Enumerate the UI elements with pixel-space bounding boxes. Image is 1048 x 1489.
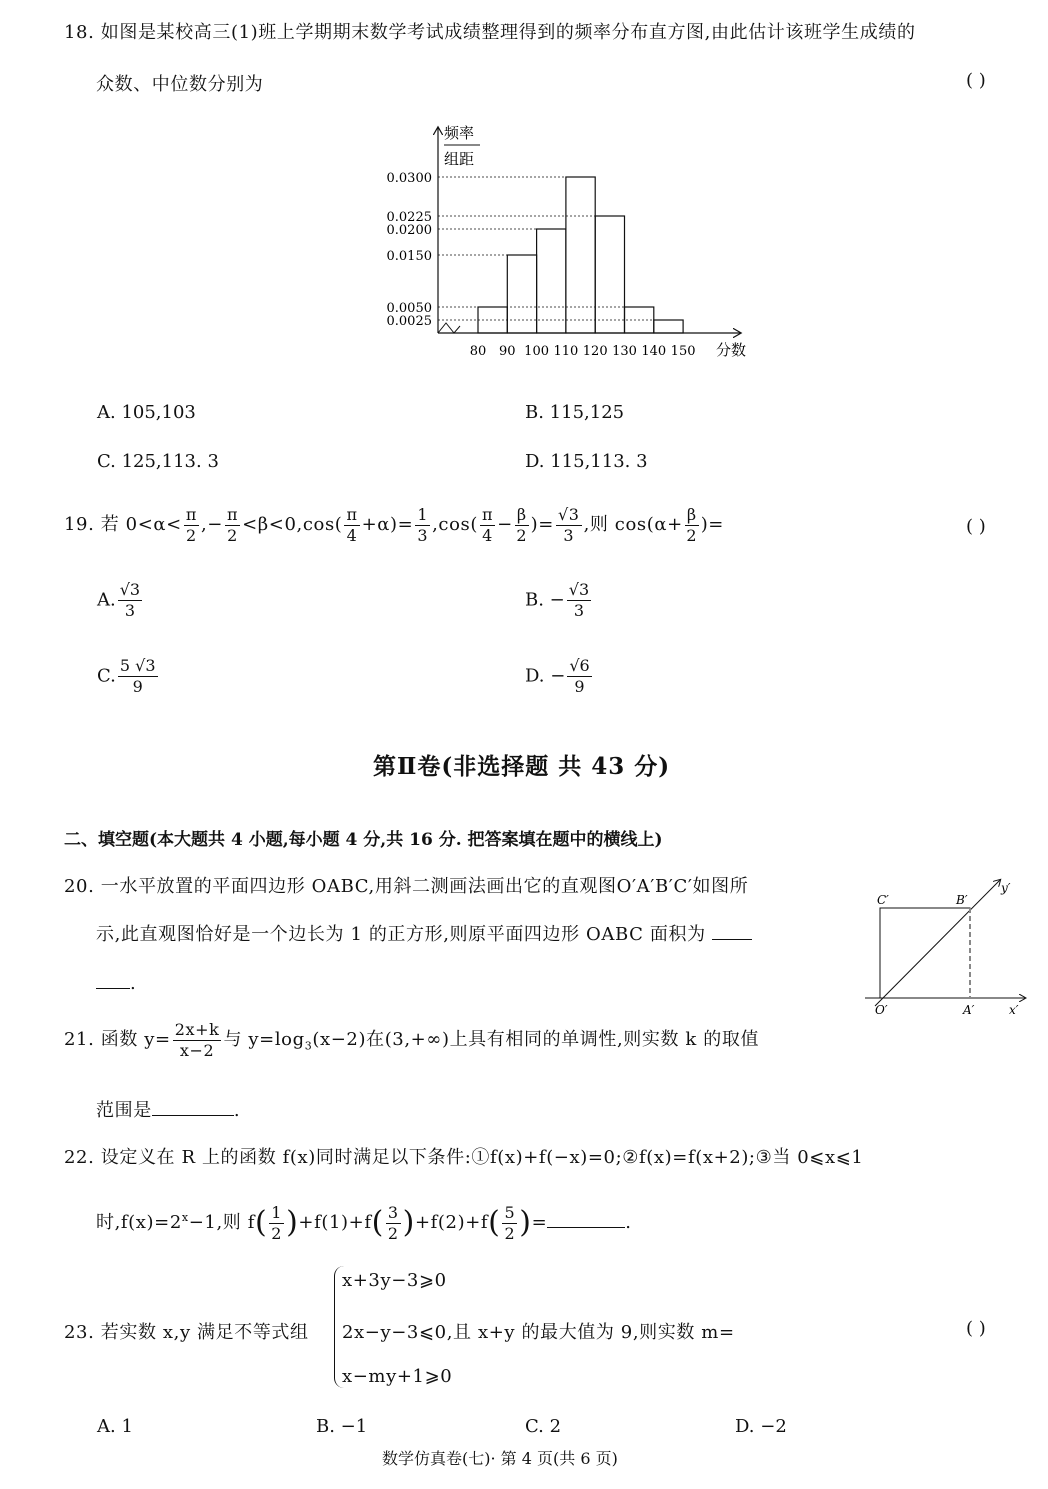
section2-heading: 二、填空题(本大题共 4 小题,每小题 4 分,共 16 分. 把答案填在题中的横线上)	[64, 830, 663, 850]
q23-inequality-3: x−my+1⩾0	[342, 1366, 453, 1387]
x-tick-label: 120	[582, 344, 608, 359]
label-a-prime: A′	[963, 1003, 975, 1017]
y-prime-axis	[875, 880, 1000, 1006]
x-axis-label: 分数	[716, 341, 747, 359]
y-tick-label: 0.0225	[386, 210, 432, 225]
x-tick-label: 80	[469, 344, 487, 359]
histogram-bar	[566, 177, 595, 333]
part2-title: 第Ⅱ卷(非选择题 共 43 分)	[373, 753, 671, 780]
oblique-projection-figure	[855, 870, 1035, 1020]
q23-inequality-1: x+3y−3⩾0	[342, 1270, 447, 1291]
q23-option-b: B. −1	[316, 1416, 368, 1437]
q20-answer-blank-b[interactable]	[96, 972, 130, 989]
q19-answer-paren: ( )	[966, 516, 986, 537]
x-tick-label: 110	[553, 344, 579, 359]
q19-option-c: C. $\frac{5 √3}{9}$	[97, 656, 156, 696]
histogram-bar	[537, 229, 566, 333]
x-tick-label: 150	[670, 344, 696, 359]
histogram-bar	[507, 255, 536, 333]
x-tick-label: 130	[612, 344, 637, 359]
x-tick-label: 90	[499, 344, 516, 359]
q23-answer-paren: ( )	[966, 1318, 986, 1339]
page-footer: 数学仿真卷(七)· 第 4 页(共 6 页)	[382, 1449, 618, 1468]
q23-option-c: C. 2	[525, 1416, 562, 1437]
y-tick-label: 0.0150	[386, 249, 432, 264]
q18-option-a: A. 105,103	[97, 402, 196, 423]
axis-break-mark	[438, 323, 460, 333]
y-label-top: 频率	[444, 124, 475, 142]
q22-line1: 22. 设定义在 R 上的函数 f(x)同时满足以下条件:①f(x)+f(−x)=0;②f(x)=f(x+2);③当 0⩽x⩽1	[64, 1147, 864, 1168]
q18-option-d: D. 115,113. 3	[525, 451, 648, 472]
q23-prefix: 23. 若实数 x,y 满足不等式组	[64, 1322, 309, 1343]
label-y-prime: y′	[1001, 881, 1011, 895]
histogram-bar	[595, 216, 624, 333]
q21-line1: 21. 函数 y= $\frac{2x+k}{x-2}$ 与 $y=\log_3(x-2)$在(3,+∞)上具有相同的单调性,则实数 k 的取值	[64, 1019, 760, 1060]
x-tick-label: 140	[641, 344, 667, 359]
label-c-prime: C′	[877, 893, 889, 907]
x-tick-label: 100	[524, 344, 550, 359]
q18-line1: 18. 如图是某校高三(1)班上学期期末数学考试成绩整理得到的频率分布直方图,由此估计该班学生成绩的	[64, 22, 916, 43]
q20-line1: 20. 一水平放置的平面四边形 OABC,用斜二测画法画出它的直观图O′A′B′C′如图所	[64, 876, 749, 897]
q23-option-d: D. −2	[735, 1416, 787, 1437]
q19-option-b: B. − $\frac{√3}{3}$	[525, 580, 590, 620]
q22-line2: 时$,f(x)=2^x-1$,则 f( $\frac{1}{2}$ )+f(1)+f( $\frac{3}{2}$ )+f(2)+f( $\frac{5}{2}$ )= .	[96, 1202, 632, 1243]
q19-option-a: A. $\frac{√3}{3}$	[97, 580, 141, 620]
label-b-prime: B′	[956, 893, 968, 907]
q20-line3: .	[96, 972, 136, 994]
histogram-chart	[370, 118, 770, 368]
q19-stem: 19. 若 0<α< $\frac{\pi}{2}$ ,− $\frac{\pi}{2}$ <β<0,cos( $\frac{\pi}{4}$ +α)= $\frac{1}{3}$ ,cos( $\frac{\pi}{4}$ − $\frac{\beta}{2}$ )= $\frac{√3}{3}$ ,则 cos(α+ $\frac{\beta}{2}$ )=	[64, 504, 724, 545]
q21-answer-blank[interactable]	[152, 1099, 234, 1116]
q21-line2: 范围是 .	[96, 1100, 241, 1121]
y-tick-label: 0.0200	[386, 223, 432, 238]
histogram-bar	[654, 320, 683, 333]
square-sides	[880, 908, 970, 998]
q20-answer-blank-a[interactable]	[712, 923, 752, 940]
label-x-prime: x′	[1009, 1003, 1019, 1017]
q22-answer-blank[interactable]	[547, 1211, 625, 1228]
q23-option-a: A. 1	[97, 1416, 133, 1437]
y-tick-label: 0.0300	[386, 171, 432, 186]
q19-option-d: D. − $\frac{√6}{9}$	[525, 656, 590, 696]
label-o-prime: O′	[875, 1003, 888, 1017]
q18-option-c: C. 125,113. 3	[97, 451, 219, 472]
y-tick-label: 0.0025	[386, 314, 432, 329]
q18-option-b: B. 115,125	[525, 402, 625, 423]
y-tick-label: 0.0050	[386, 301, 432, 316]
q18-answer-paren: ( )	[966, 70, 986, 91]
q18-line2: 众数、中位数分别为	[96, 74, 264, 95]
q23-inequality-2: 2x−y−3⩽0,且 x+y 的最大值为 9,则实数 m=	[342, 1322, 735, 1343]
y-label-bottom: 组距	[444, 150, 475, 168]
q20-line2: 示,此直观图恰好是一个边长为 1 的正方形,则原平面四边形 OABC 面积为	[96, 920, 752, 946]
